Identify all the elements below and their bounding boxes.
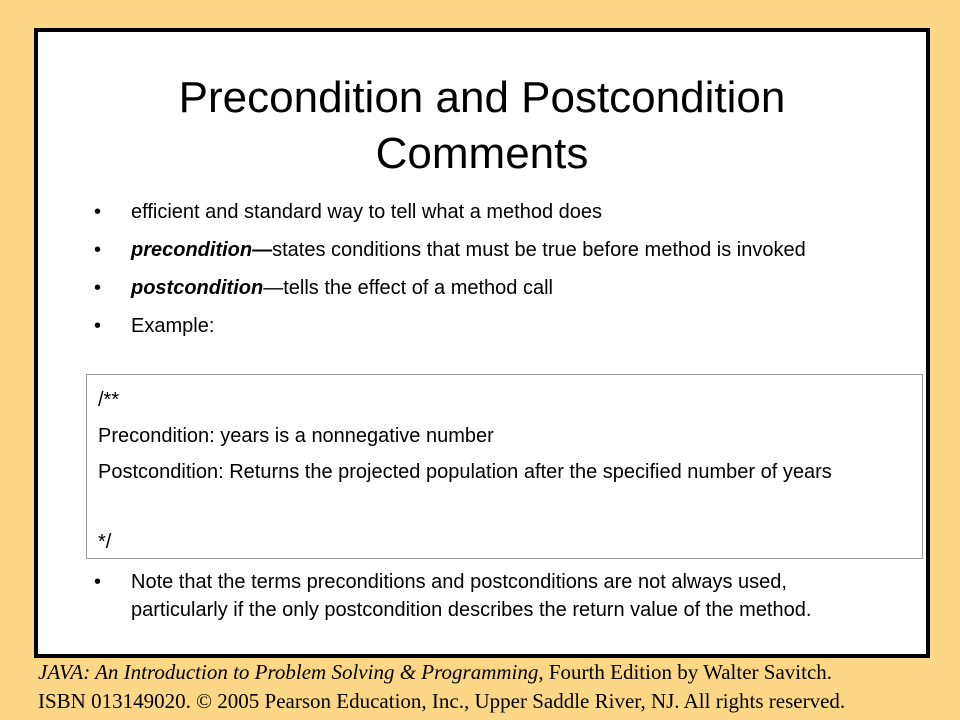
bullet-item <box>86 312 886 340</box>
slide-title-line1: Precondition and Postcondition <box>178 73 786 122</box>
book-edition: , Fourth Edition by Walter Savitch. <box>538 660 833 684</box>
bullet-item <box>86 236 886 264</box>
bullet-text: —tells the effect of a method call <box>263 277 553 299</box>
slide-title <box>38 70 926 182</box>
copyright-footer <box>38 658 938 716</box>
bullet-item <box>86 274 886 302</box>
note-bullet <box>86 568 886 634</box>
bullet-text: efficient and standard way to tell what a method does <box>131 201 603 223</box>
book-title: JAVA: An Introduction to Problem Solving & Programming <box>38 660 539 684</box>
footer-line-2: ISBN 013149020. © 2005 Pearson Education, Inc., Upper Saddle River, NJ. All rights reserved. <box>38 689 846 713</box>
slide-frame <box>34 28 930 658</box>
bullet-item <box>86 198 886 226</box>
bullet-icon: • <box>94 277 102 299</box>
code-postcondition: Postcondition: Returns the projected population after the specified number of years <box>98 461 832 483</box>
bullet-term: precondition— <box>131 239 273 261</box>
bullet-icon: • <box>94 315 102 337</box>
bullet-item <box>86 568 886 624</box>
slide-title-line2: Comments <box>375 129 589 178</box>
code-comment-close: */ <box>98 531 112 553</box>
bullet-text: Note that the terms preconditions and postconditions are not always used, particularly if the only postcondition describes the return value of the method. <box>131 571 812 621</box>
bullet-list <box>86 198 886 350</box>
bullet-icon: • <box>94 571 102 593</box>
bullet-text: states conditions that must be true before method is invoked <box>272 239 806 261</box>
bullet-icon: • <box>94 201 102 223</box>
bullet-text: Example: <box>131 315 215 337</box>
bullet-term: postcondition <box>131 277 264 299</box>
code-comment-open: /** <box>98 389 120 411</box>
bullet-icon: • <box>94 239 102 261</box>
footer-line-1 <box>38 658 938 687</box>
code-precondition: Precondition: years is a nonnegative number <box>98 425 494 447</box>
